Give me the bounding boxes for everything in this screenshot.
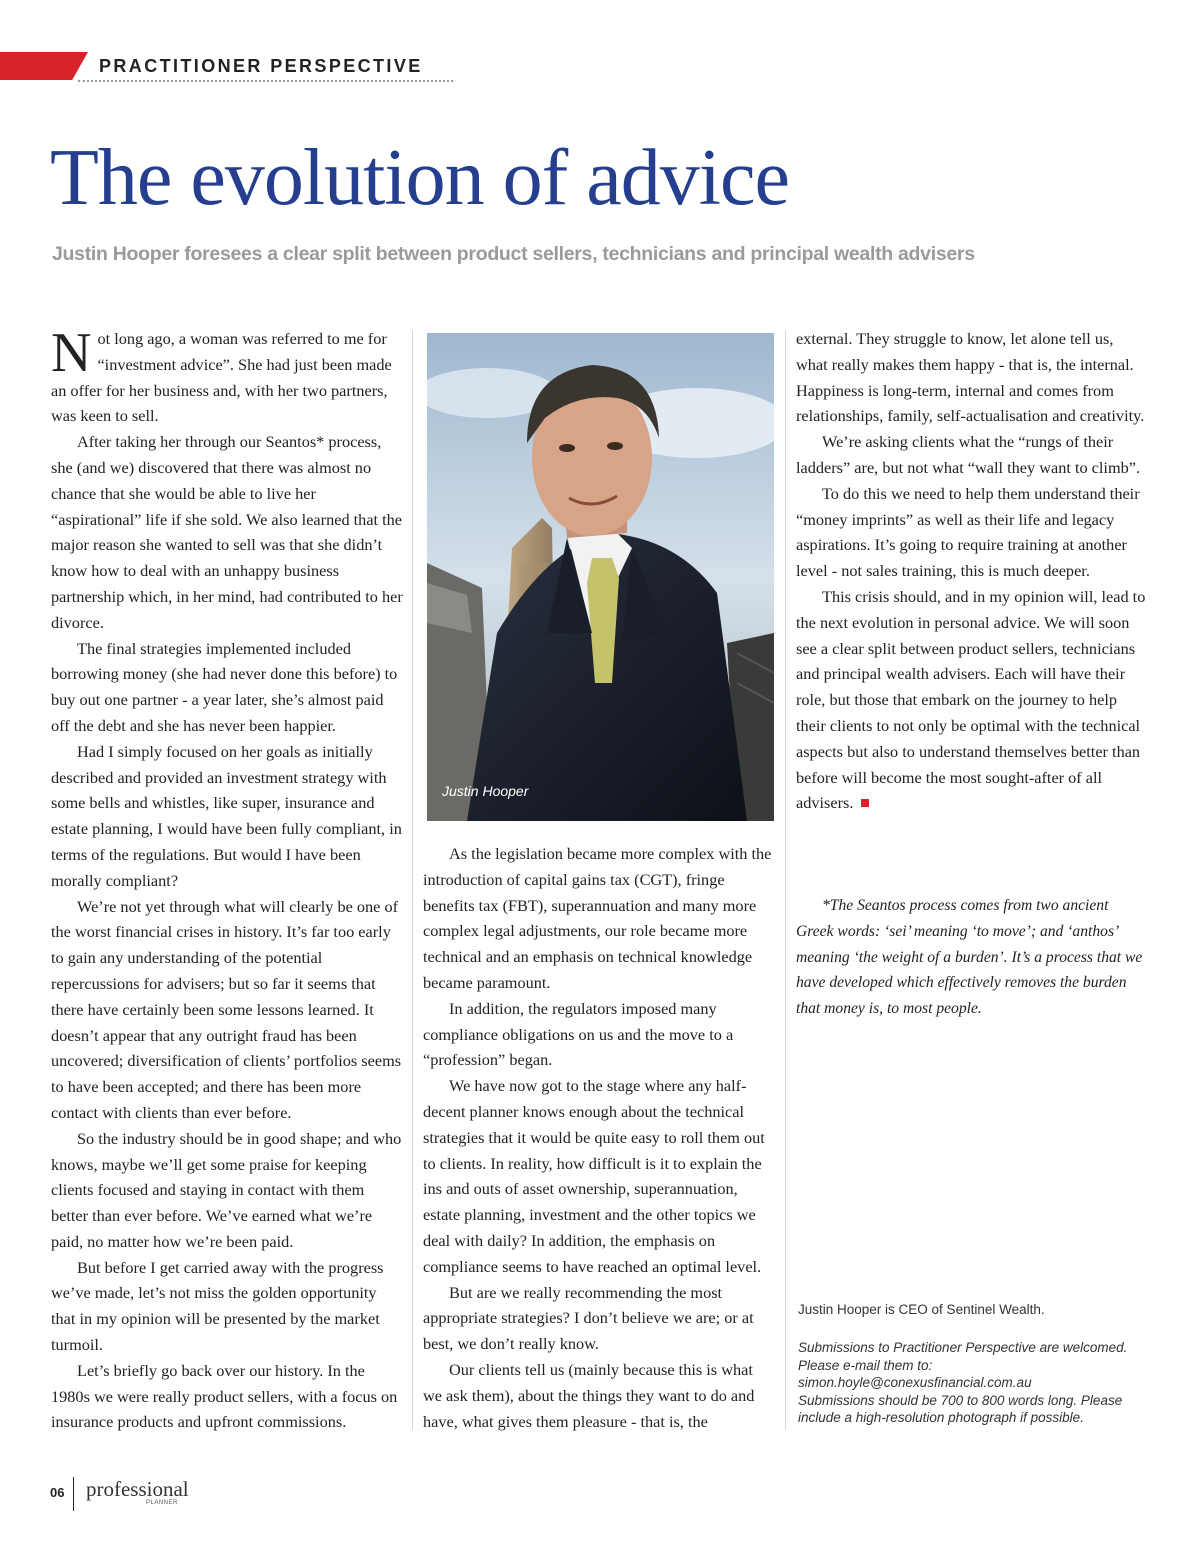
paragraph: We have now got to the stage where any half-decent planner knows enough about the technical strategies that it would be quite easy to roll them out to clients. In reality, how difficult is it to explain the ins and outs of asset ownership, superannuation, estate planning, investment and the other topics we deal with daily? In addition, the emphasis on compliance seems to have reached an optimal level.	[423, 1076, 765, 1276]
section-label: PRACTITIONER PERSPECTIVE	[99, 56, 423, 76]
end-of-article-mark	[861, 799, 869, 807]
section-dotted-rule	[78, 80, 453, 82]
portrait-illustration	[427, 333, 774, 821]
submissions-email-link[interactable]: simon.hoyle@conexusfinancial.com.au	[798, 1375, 1032, 1390]
paragraph: external. They struggle to know, let alone tell us, what really makes them happy - that is, the internal. Happiness is long-term, internal and comes from relationships, family, self-actualisation and creativity.	[796, 329, 1145, 426]
paragraph: We’re asking clients what the “rungs of their ladders” are, but not what “wall they want to climb”.	[796, 432, 1141, 477]
footnote-text: *The Seantos process comes from two ancient Greek words: ‘sei’ meaning ‘to move’; and ‘anthos’ meaning ‘the weight of a burden’. It’s a process that we have developed which effectively removes the burden that money is, to most people.	[796, 897, 1143, 1018]
paragraph: We’re not yet through what will clearly be one of the worst financial crises in history. It’s far too early to gain any understanding of the potential repercussions for advisers; but so far it seems that there have certainly been some lessons learned. It doesn’t appear that any outright fraud has been uncovered; diversification of clients’ portfolios seems to have been accepted; and there has been more contact with clients than ever before.	[51, 896, 402, 1122]
article-column-1	[51, 322, 403, 1435]
photo-caption: Justin Hooper	[442, 783, 529, 799]
paragraph: Let’s briefly go back over our history. In the 1980s we were really product sellers, with a focus on insurance products and upfront commissions.	[51, 1360, 398, 1432]
paragraph: Had I simply focused on her goals as initially described and provided an investment strategy with some bells and whistles, like super, insurance and estate planning, I would have been fully compliant, in terms of the regulations. But would I have been morally compliant?	[51, 741, 402, 890]
footer-divider	[73, 1477, 74, 1511]
article-column-2	[423, 841, 775, 1434]
paragraph: As the legislation became more complex with the introduction of capital gains tax (CGT), fringe benefits tax (FBT), superannuation and many more complex legal adjustments, our role became more technical and an emphasis on technical knowledge became paramount.	[423, 844, 772, 992]
paragraph: To do this we need to help them understand their “money imprints” as well as their life and legacy aspirations. It’s going to require training at another level - not sales training, this is much deeper.	[796, 483, 1140, 581]
headline: The evolution of advice	[50, 134, 789, 222]
paragraph: Our clients tell us (mainly because this is what we ask them), about the things they want to do and have, what gives them pleasure - that is, the	[423, 1359, 755, 1431]
paragraph: This crisis should, and in my opinion will, lead to the next evolution in personal advice. We will soon see a clear split between product sellers, technicians and principal wealth advisers. Each will have their role, but those that embark on the journey to help their clients to not only be optimal with the technical aspects but also to understand themselves better than before will become the most sought-after of all advisers.	[796, 586, 1146, 813]
column-divider	[412, 330, 413, 1430]
magazine-logo-sub: PLANNER	[146, 1500, 178, 1506]
portrait-photo	[427, 333, 774, 821]
paragraph: After taking her through our Seantos* process, she (and we) discovered that there was almost no chance that she would be able to live her “aspirational” life if she sold. We also learned that the major reason she wanted to sell was that she didn’t know how to deal with an unhappy business partnership which, in her mind, had contributed to her divorce.	[51, 432, 403, 632]
submissions-note	[798, 1339, 1158, 1427]
page-number: 06	[50, 1485, 65, 1500]
paragraph: But are we really recommending the most appropriate strategies? I don’t believe we are; or at best, we don’t really know.	[423, 1282, 754, 1354]
footnote	[796, 893, 1148, 1022]
paragraph: In addition, the regulators imposed many compliance obligations on us and the move to a “profession” began.	[423, 998, 734, 1070]
paragraph: The final strategies implemented included borrowing money (she had never done this before) to buy out one partner - a year later, she’s almost paid off the debt and she has never been happier.	[51, 638, 398, 735]
submissions-intro: Submissions to Practitioner Perspective are welcomed. Please e-mail them to:	[798, 1340, 1128, 1373]
section-accent-bar	[0, 52, 88, 80]
submissions-guidelines: Submissions should be 700 to 800 words long. Please include a high-resolution photograph if possible.	[798, 1392, 1123, 1425]
magazine-logo: professional	[86, 1477, 189, 1501]
column-divider	[785, 330, 786, 1430]
paragraph: So the industry should be in good shape; and who knows, maybe we’ll get some praise for keeping clients focused and staying in contact with them better than ever before. We’ve earned what we’re paid, no matter how we’re been paid.	[51, 1128, 402, 1251]
drop-cap: N	[51, 322, 92, 384]
standfirst: Justin Hooper foresees a clear split between product sellers, technicians and principal wealth advisers	[52, 243, 975, 265]
author-bio: Justin Hooper is CEO of Sentinel Wealth.	[798, 1302, 1045, 1317]
paragraph: Not long ago, a woman was referred to me for “investment advice”. She had just been made an offer for her business and, with her two partners, was keen to sell.	[51, 322, 392, 426]
paragraph: But before I get carried away with the progress we’ve made, let’s not miss the golden opportunity that in my opinion will be presented by the market turmoil.	[51, 1257, 384, 1355]
article-column-3	[796, 326, 1148, 816]
